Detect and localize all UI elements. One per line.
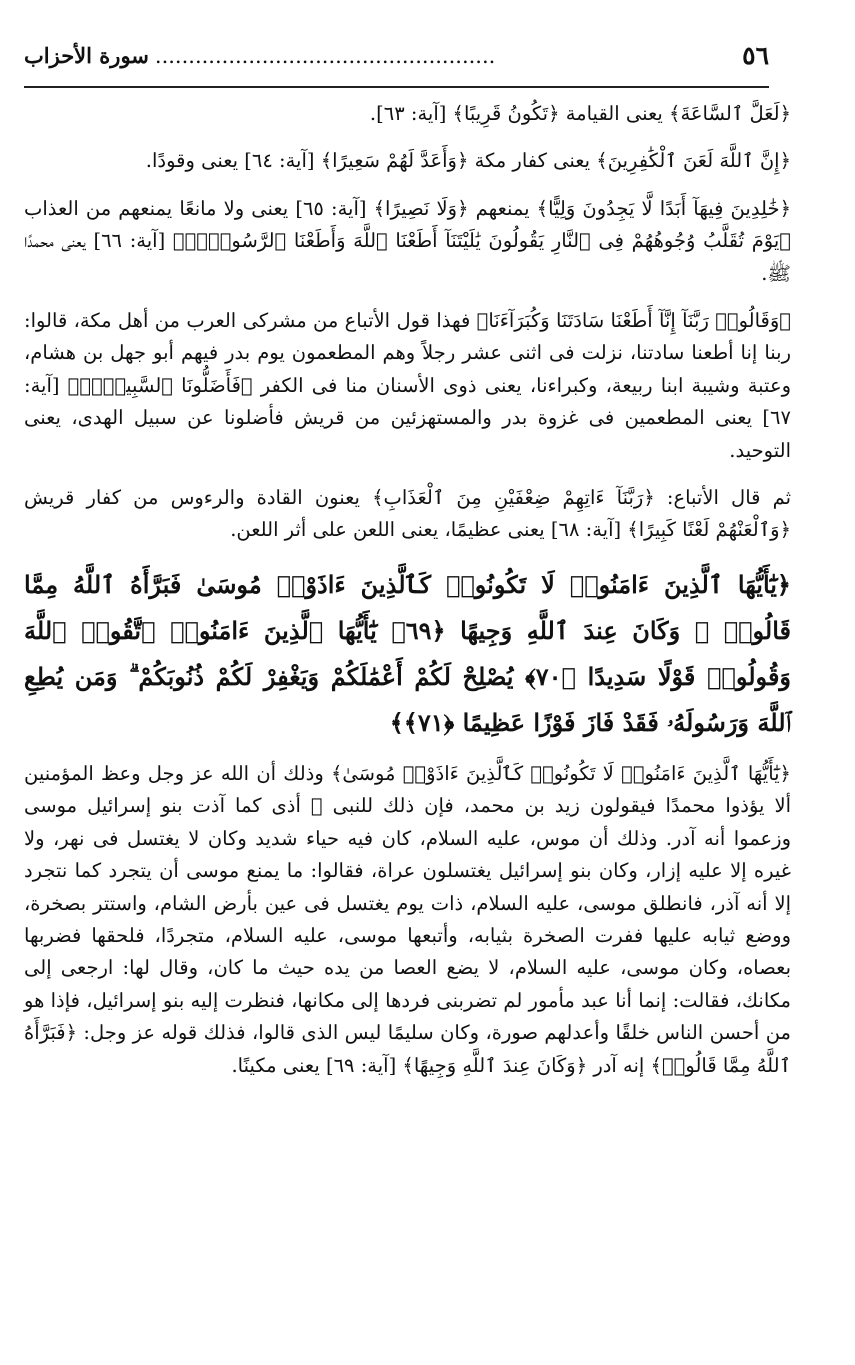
page-header (24, 40, 769, 88)
page-number: ٥٦ (742, 41, 769, 70)
paragraph-5: ثم قال الأتباع: ﴿رَبَّنَآ ءَاتِهِمْ ضِعْفَيْنِ مِنَ ٱلْعَذَابِ﴾ يعنون القادة والرءوس من كفار قريش ﴿وَٱلْعَنْهُمْ لَعْنًا كَبِيرًا﴾ [آية: ٦٨] يعنى عظيمًا، يعنى اللعن على أثر اللعن. (24, 486, 791, 542)
page-body (24, 98, 791, 1082)
paragraph-6: ﴿يَٰٓأَيُّهَا ٱلَّذِينَ ءَامَنُوا۟ لَا تَكُونُوا۟ كَٱلَّذِينَ ءَاذَوْا۟ مُوسَىٰ﴾ وذلك أن الله عز وجل وعظ المؤمنين ألا يؤذوا محمدًا فيقولون زيد بن محمد، فإن ذلك للنبى ﷺ أذى كما آذت بنو إسرائيل موسى وزعموا أنه آدر. وذلك أن موس، عليه السلام، كان فيه حياء شديد وكان لا يغتسل فى نهر، ولا غيره إلا عليه إزار، وكان بنو إسرائيل يغتسلون عراة، فقالوا: ما يمنع موسى أن يتجرد كما نتجرد إلا أنه آذر، فانطلق موسى، عليه السلام، ذات يوم يغتسل فى عين بأرض الشام، واستتر بصخرة، ووضع ثيابه عليها ففرت الصخرة بثيابه، وأتبعها موسى، عليه السلام، متجردًا، فلحقها فضربها بعصاه، وكان موسى، عليه السلام، لا يضع العصا من يده حيث ما كان، وقال لها: ارجعى إلى مكانك، فقالت: إنما أنا عبد مأمور لم تضربنى فردها إلى مكانها، فنظرت إليه بنو إسرائيل، فإذا هو من أحسن الناس خلقًا وأعدلهم صورة، وكان سليمًا ليس الذى قالوا، فذلك قوله عز وجل: ﴿فَبَرَّأَهُ ٱللَّهُ مِمَّا قَالُوا۟﴾ إنه آدر ﴿وَكَانَ عِندَ ٱللَّهِ وَجِيهًا﴾ [آية: ٦٩] يعنى مكينًا. (24, 761, 791, 1077)
quran-verse-block: ﴿يَٰٓأَيُّهَا ٱلَّذِينَ ءَامَنُوا۟ لَا تَكُونُوا۟ كَٱلَّذِينَ ءَاذَوْا۟ مُوسَىٰ فَبَرَّأَهُ ٱللَّهُ مِمَّا قَالُوا۟ ۚ وَكَانَ عِندَ ٱللَّهِ وَجِيهًا ﴿٦٩﴾ يَٰٓأَيُّهَا ٱلَّذِينَ ءَامَنُوا۟ ٱتَّقُوا۟ ٱللَّهَ وَقُولُوا۟ قَوْلًا سَدِيدًا ﴿٧٠﴾ يُصْلِحْ لَكُمْ أَعْمَٰلَكُمْ وَيَغْفِرْ لَكُمْ ذُنُوبَكُمْ ۗ وَمَن يُطِعِ ٱللَّهَ وَرَسُولَهُۥ فَقَدْ فَازَ فَوْزًا عَظِيمًا ﴿٧١﴾﴾ (24, 569, 792, 737)
paragraph-1: ﴿لَعَلَّ ٱلسَّاعَةَ﴾ يعنى القيامة ﴿تَكُونُ قَرِيبًا﴾ [آية: ٦٣]. (369, 102, 791, 125)
paragraph-4: ﴿وَقَالُوا۟ رَبَّنَآ إِنَّآ أَطَعْنَا سَادَتَنَا وَكُبَرَآءَنَا﴾ فهذا قول الأتباع من مشركى العرب من أهل مكة، قالوا: ربنا إنا أطعنا سادتنا، نزلت فى اثنى عشر رجلاً وهم المطعمون يوم بدر فيهم أبو جهل بن هشام، وعتبة وشيبة ابنا ربيعة، وكبراءنا، يعنى ذوى الأسنان منا فى الكفر ﴿فَأَضَلُّونَا ٱلسَّبِيلَا۠﴾ [آية: ٦٧] يعنى المطعمين فى غزوة بدر والمستهزئين من قريش فأضلونا عن سبيل الهدى، يعنى التوحيد. (24, 309, 791, 462)
paragraph-3: ﴿خَٰلِدِينَ فِيهَآ أَبَدًا لَّا يَجِدُونَ وَلِيًّا﴾ يمنعهم ﴿وَلَا نَصِيرًا﴾ [آية: ٦٥] يعنى ولا مانعًا يمنعهم من العذاب ﴿يَوْمَ تُقَلَّبُ وُجُوهُهُمْ فِى ٱلنَّارِ يَقُولُونَ يَٰلَيْتَنَآ أَطَعْنَا ٱللَّهَ وَأَطَعْنَا ٱلرَّسُولَا۠﴾ [آية: ٦٦] يعنى محمدًا ﷺ. (24, 196, 791, 285)
sura-title: ..... سورة الأحزاب (24, 40, 495, 72)
paragraph-2: ﴿إِنَّ ٱللَّهَ لَعَنَ ٱلْكَٰفِرِينَ﴾ يعنى كفار مكة ﴿وَأَعَدَّ لَهُمْ سَعِيرًا﴾ [آية: ٦٤] يعنى وقودًا. (145, 149, 791, 173)
